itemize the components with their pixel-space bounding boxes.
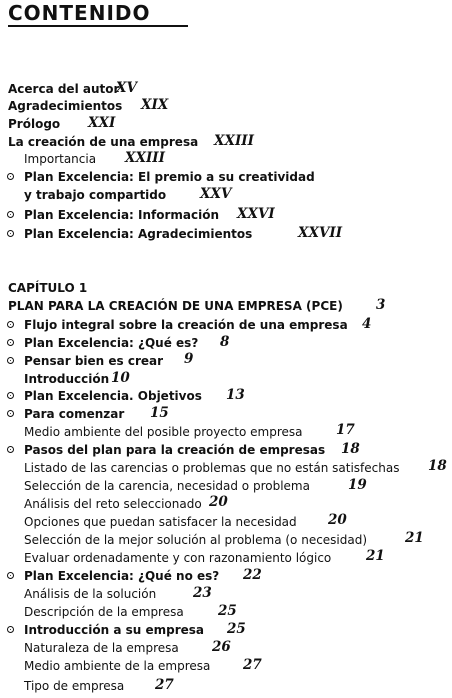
toc-page: 15 <box>150 405 169 421</box>
toc-page: 19 <box>348 477 367 493</box>
toc-page: 27 <box>155 677 174 693</box>
toc-page: XXVI <box>237 206 275 222</box>
toc-entry-company-environment[interactable]: Medio ambiente de la empresa <box>24 659 211 673</box>
toc-page: 20 <box>328 512 347 528</box>
bullet-icon <box>7 230 14 237</box>
toc-entry-options[interactable]: Opciones que puedan satisfacer la necesidad <box>24 515 297 529</box>
bullet-icon <box>7 173 14 180</box>
bullet-icon <box>7 410 14 417</box>
toc-page: 23 <box>193 585 212 601</box>
bullet-icon <box>7 626 14 633</box>
toc-page: 20 <box>209 494 228 510</box>
toc-page: 21 <box>366 548 385 564</box>
toc-entry-needs-list[interactable]: Listado de las carencias o problemas que no están satisfechas <box>24 461 400 475</box>
toc-page: 3 <box>376 297 386 313</box>
bullet-icon <box>7 321 14 328</box>
toc-entry-acknowledgements[interactable]: Agradecimientos <box>8 99 123 113</box>
toc-entry-company-type[interactable]: Tipo de empresa <box>24 679 125 693</box>
toc-entry-what-is-not[interactable]: Plan Excelencia: ¿Qué no es? <box>24 569 220 583</box>
toc-page: XXV <box>200 186 232 202</box>
toc-entry-company-introduction[interactable]: Introducción a su empresa <box>24 623 205 637</box>
contents-heading: CONTENIDO <box>8 1 151 25</box>
toc-page: XXIII <box>125 150 165 166</box>
toc-entry-logical-evaluation[interactable]: Evaluar ordenadamente y con razonamiento lógico <box>24 551 332 565</box>
toc-entry-project-environment[interactable]: Medio ambiente del posible proyecto empresa <box>24 425 303 439</box>
toc-page: XXI <box>88 115 116 131</box>
toc-page: 17 <box>336 422 355 438</box>
toc-page: 13 <box>226 387 245 403</box>
bullet-icon <box>7 357 14 364</box>
toc-entry-company-description[interactable]: Descripción de la empresa <box>24 605 184 619</box>
toc-entry-introduction[interactable]: Introducción <box>24 372 110 386</box>
toc-page: XXIII <box>214 133 254 149</box>
toc-entry-challenge-analysis[interactable]: Análisis del reto seleccionado <box>24 497 202 511</box>
toc-entry-best-solution[interactable]: Selección de la mejor solución al problema (o necesidad) <box>24 533 368 547</box>
toc-page: 25 <box>227 621 246 637</box>
heading-underline <box>8 25 188 27</box>
toc-entry-solution-analysis[interactable]: Análisis de la solución <box>24 587 157 601</box>
toc-page: 22 <box>243 567 262 583</box>
toc-entry-to-begin[interactable]: Para comenzar <box>24 407 125 421</box>
toc-entry-what-is-plan[interactable]: Plan Excelencia: ¿Qué es? <box>24 336 199 350</box>
toc-entry-prologue[interactable]: Prólogo <box>8 117 61 131</box>
toc-entry-company-creation[interactable]: La creación de una empresa <box>8 135 199 149</box>
toc-page: 8 <box>220 334 230 350</box>
toc-page: 4 <box>362 316 372 332</box>
toc-entry-plan-steps[interactable]: Pasos del plan para la creación de empresas <box>24 443 326 457</box>
toc-page: 26 <box>212 639 231 655</box>
bullet-icon <box>7 339 14 346</box>
toc-entry-plan-excellence-information[interactable]: Plan Excelencia: Información <box>24 208 220 222</box>
bullet-icon <box>7 392 14 399</box>
toc-entry-company-nature[interactable]: Naturaleza de la empresa <box>24 641 179 655</box>
toc-page: 27 <box>243 657 262 673</box>
toc-page: XV <box>116 80 137 96</box>
toc-page: 25 <box>218 603 237 619</box>
toc-entry-integral-flow[interactable]: Flujo integral sobre la creación de una empresa <box>24 318 348 332</box>
bullet-icon <box>7 446 14 453</box>
toc-entry-objectives[interactable]: Plan Excelencia. Objetivos <box>24 389 202 403</box>
toc-page: 9 <box>184 351 194 367</box>
toc-page: 10 <box>111 370 130 386</box>
chapter-label: CAPÍTULO 1 <box>8 281 88 295</box>
bullet-icon <box>7 572 14 579</box>
toc-entry-plan-excellence-award[interactable]: Plan Excelencia: El premio a su creatividad <box>24 170 315 184</box>
toc-page: XIX <box>141 97 169 113</box>
toc-page: 21 <box>405 530 424 546</box>
toc-entry-think-well[interactable]: Pensar bien es crear <box>24 354 164 368</box>
toc-page: 18 <box>428 458 447 474</box>
toc-entry-importance[interactable]: Importancia <box>24 152 97 166</box>
bullet-icon <box>7 211 14 218</box>
chapter-title[interactable]: PLAN PARA LA CREACIÓN DE UNA EMPRESA (PCE) <box>8 299 343 313</box>
toc-entry-plan-excellence-acknowledgements[interactable]: Plan Excelencia: Agradecimientos <box>24 227 253 241</box>
toc-page: 18 <box>341 441 360 457</box>
toc-entry-need-selection[interactable]: Selección de la carencia, necesidad o problema <box>24 479 310 493</box>
toc-entry-about-author[interactable]: Acerca del autor <box>8 82 120 96</box>
toc-page: XXVII <box>298 225 343 241</box>
toc-entry-shared-work[interactable]: y trabajo compartido <box>24 188 167 202</box>
